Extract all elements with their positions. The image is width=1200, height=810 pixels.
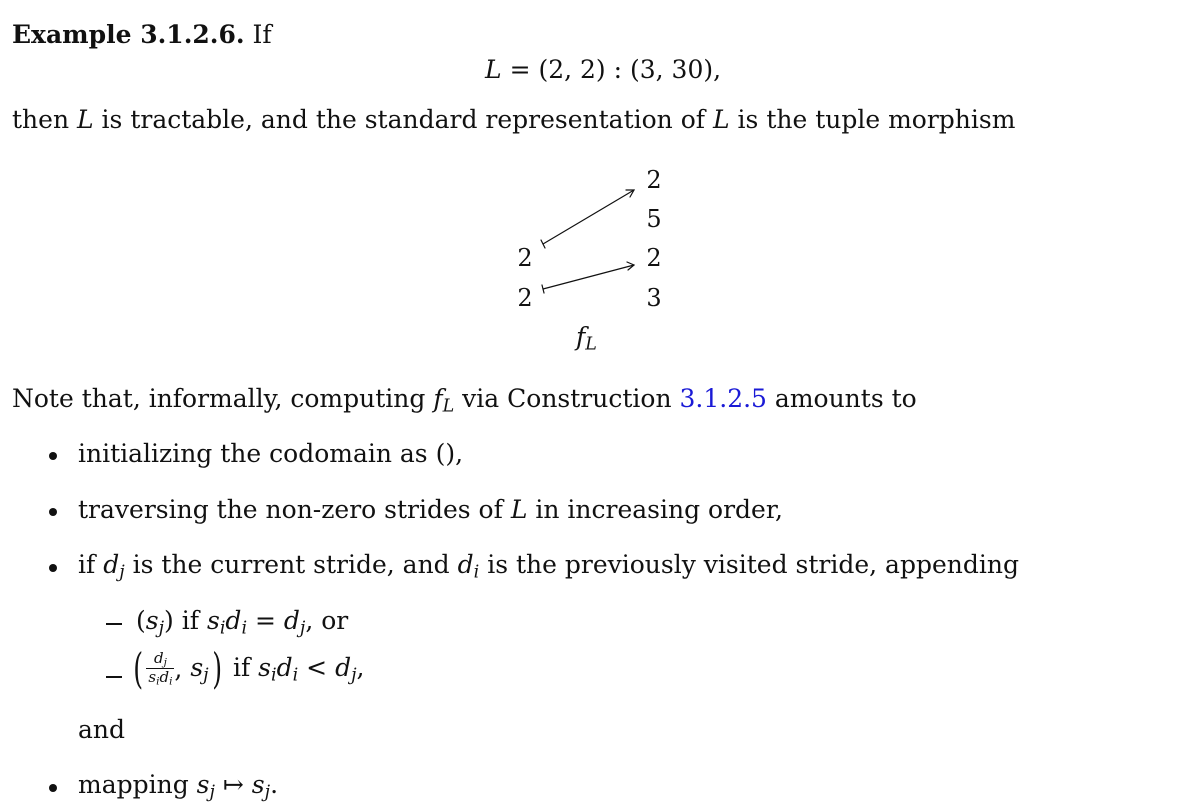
sb1-rhs-d: d	[283, 606, 300, 635]
note-text-3: amounts to	[766, 384, 917, 413]
note-text-1: Note that, informally, computing	[12, 384, 434, 413]
sb1-rel: =	[247, 606, 284, 635]
bullet-marker-4	[49, 784, 57, 792]
sb2-open-paren: (	[133, 644, 144, 693]
sb2-tail: ,	[356, 652, 365, 682]
note-f-sub: L	[442, 396, 455, 417]
subbullet-item-1	[136, 606, 348, 638]
and-word: and	[78, 715, 126, 744]
bullet-item-1	[78, 439, 463, 468]
bullet-4-s: s	[196, 770, 210, 799]
sb2-fraction	[146, 648, 174, 688]
sb2-s-sub: j	[203, 665, 209, 686]
arrow-domain1-to-codomain1	[541, 190, 634, 248]
domain-entry-1: 2	[517, 244, 533, 272]
sb1-cond-d: d	[225, 606, 242, 635]
bullet-4-mapsto: ↦	[214, 770, 252, 799]
bullet-item-3	[78, 550, 1019, 582]
sb1-cond-d-sub: i	[241, 618, 248, 639]
sb2-comma: ,	[174, 654, 183, 684]
subbullet-item-2	[130, 644, 365, 693]
bullet-1-text: initializing the codomain as (),	[78, 439, 464, 468]
codomain-entry-1: 2	[646, 166, 662, 194]
sb1-cond-s-sub: i	[219, 618, 226, 639]
bullet-3-text-3: is the previously visited stride, appending	[479, 550, 1019, 579]
sb2-if: if	[225, 652, 259, 682]
bullet-4-s-sub: j	[209, 782, 215, 803]
sb1-close: )	[164, 606, 174, 635]
sb2-frac-den-s-sub: i	[156, 675, 160, 688]
sb2-s: s	[190, 652, 204, 682]
label-f: f	[576, 322, 586, 351]
bullet-marker-1	[49, 452, 57, 460]
bullet-2-L: L	[510, 495, 528, 524]
diagram-label	[576, 322, 597, 354]
sb2-frac-den-d-sub: i	[169, 675, 173, 688]
sb1-open: (	[136, 606, 146, 635]
sb2-frac-num: d	[153, 648, 164, 667]
s1-L-1: L	[77, 105, 94, 134]
bullet-marker-3	[49, 564, 57, 572]
sb1-if: if	[173, 606, 207, 635]
sb1-tail: , or	[305, 606, 349, 635]
note-sentence	[12, 384, 917, 416]
example-heading: Example 3.1.2.6.	[12, 20, 245, 49]
bullet-3-di-sub: i	[473, 562, 480, 583]
note-text-2: via Construction	[454, 384, 680, 413]
sb2-cond-d-sub: i	[292, 665, 299, 686]
s1-text-3: is the tuple morphism	[729, 105, 1016, 134]
bullet-item-2	[78, 495, 783, 524]
sb2-frac-num-sub: j	[163, 656, 167, 669]
sb2-cond-s-sub: i	[271, 665, 277, 686]
domain-entry-2: 2	[517, 284, 533, 312]
codomain-entry-4: 3	[646, 284, 662, 312]
bullet-3-text-1: if	[78, 550, 104, 579]
eq-lhs: L	[485, 55, 502, 84]
eq-rhs: = (2, 2) : (3, 30),	[509, 55, 722, 84]
bullet-4-end: .	[270, 770, 279, 799]
sb1-s-sub: j	[158, 618, 165, 639]
sb2-cond-s: s	[258, 652, 271, 682]
codomain-entry-3: 2	[646, 244, 662, 272]
bullet-3-dj-sub: j	[119, 562, 125, 583]
sb1-rhs-sub: j	[299, 618, 306, 639]
display-equation	[485, 55, 721, 84]
bullet-3-di: d	[457, 550, 474, 579]
sb1-s: s	[145, 606, 159, 635]
s1-L-2: L	[712, 105, 730, 134]
sb2-frac-den-d: d	[159, 668, 170, 686]
if-word: If	[252, 20, 272, 49]
s1-text-1: then	[12, 105, 77, 134]
label-f-sub: L	[585, 334, 597, 355]
bullet-4-text: mapping	[78, 770, 197, 799]
bullet-4-s2: s	[251, 770, 265, 799]
sb2-close-paren: )	[211, 644, 222, 693]
bullet-3-text-2: is the current stride, and	[124, 550, 458, 579]
s1-text-2: is tractable, and the standard representation of	[93, 105, 713, 134]
bullet-4-s2-sub: j	[264, 782, 271, 803]
bullet-item-4	[78, 770, 278, 802]
bullet-2-text-2: in increasing order,	[527, 495, 783, 524]
sentence-tractable	[12, 105, 1015, 134]
bullet-2-text-1: traversing the non-zero strides of	[78, 495, 511, 524]
sb2-rhs-sub: j	[351, 665, 357, 686]
subbullet-dash-2	[106, 676, 122, 678]
bullet-3-dj: d	[103, 550, 120, 579]
sb2-rhs-d: d	[335, 652, 352, 682]
sb2-frac-den-s: s	[148, 668, 157, 686]
construction-reference-link[interactable]: 3.1.2.5	[679, 384, 767, 413]
arrow-domain2-to-codomain3	[542, 262, 634, 293]
subbullet-dash-1	[106, 623, 122, 625]
codomain-entry-2: 5	[646, 205, 662, 233]
sb2-rel: <	[298, 652, 336, 682]
note-f: f	[433, 384, 443, 413]
sb2-cond-d: d	[276, 652, 293, 682]
example-heading-line	[12, 20, 272, 49]
sb1-cond-s: s	[206, 606, 220, 635]
bullet-marker-2	[49, 508, 57, 516]
